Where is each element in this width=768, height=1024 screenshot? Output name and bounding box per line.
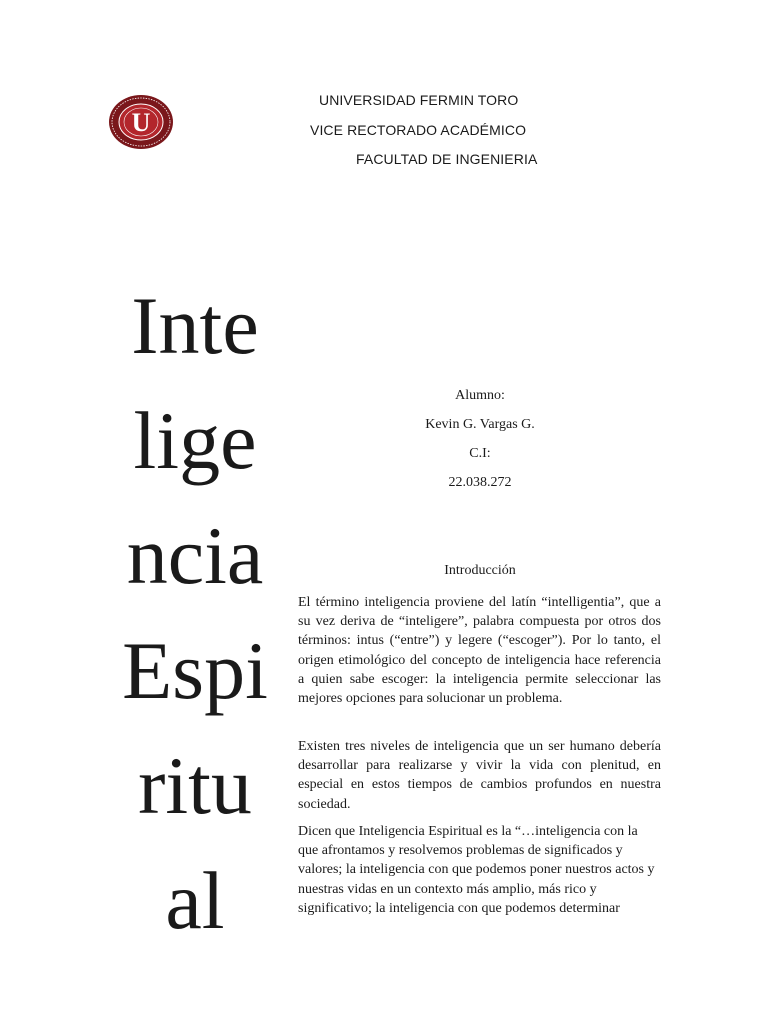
student-id-label: C.I: xyxy=(469,446,491,461)
faculty-name: FACULTAD DE INGENIERIA xyxy=(356,151,538,167)
vice-rectorate: VICE RECTORADO ACADÉMICO xyxy=(310,122,527,138)
university-name: UNIVERSIDAD FERMIN TORO xyxy=(319,92,519,108)
document-title xyxy=(100,268,290,958)
university-logo xyxy=(108,94,174,150)
title-line: lige xyxy=(133,395,257,486)
paragraph: El término inteligencia proviene del latín “intelligentia”, que a su vez deriva de “inteligere”, palabra compuesta por otros dos términos: intus (“entre”) y legere (“escoger”). Por lo tanto, el origen etimológico del concepto de inteligencia hace referencia a quien sabe escoger: la inteligencia permite seleccionar las mejores opciones para solucionar un problema. xyxy=(298,595,661,707)
title-line: Espi xyxy=(122,625,268,716)
title-line: ncia xyxy=(126,510,264,601)
student-id-number: 22.038.272 xyxy=(448,475,512,490)
student-name: Kevin G. Vargas G. xyxy=(425,417,535,432)
student-label: Alumno: xyxy=(455,388,505,403)
introduction-heading: Introducción xyxy=(444,563,516,578)
logo-letter: U xyxy=(131,108,151,137)
title-line: ritu xyxy=(138,740,252,831)
title-line: al xyxy=(165,855,225,946)
paragraph: Existen tres niveles de inteligencia que un ser humano debería desarrollar para realizarse y vivir la vida con plenitud, en especial en estos tiempos de cambios profundos en nuestra sociedad. xyxy=(298,739,661,812)
student-info xyxy=(400,387,560,503)
title-line: Inte xyxy=(131,280,259,371)
paragraph: Dicen que Inteligencia Espiritual es la “…inteligencia con la que afrontamos y resolvemos problemas de significados y valores; la inteligencia con que podemos poner nuestros actos y nuestras vidas en un contexto más amplio, más rico y significativo; la inteligencia con que podemos determinar xyxy=(298,824,655,916)
